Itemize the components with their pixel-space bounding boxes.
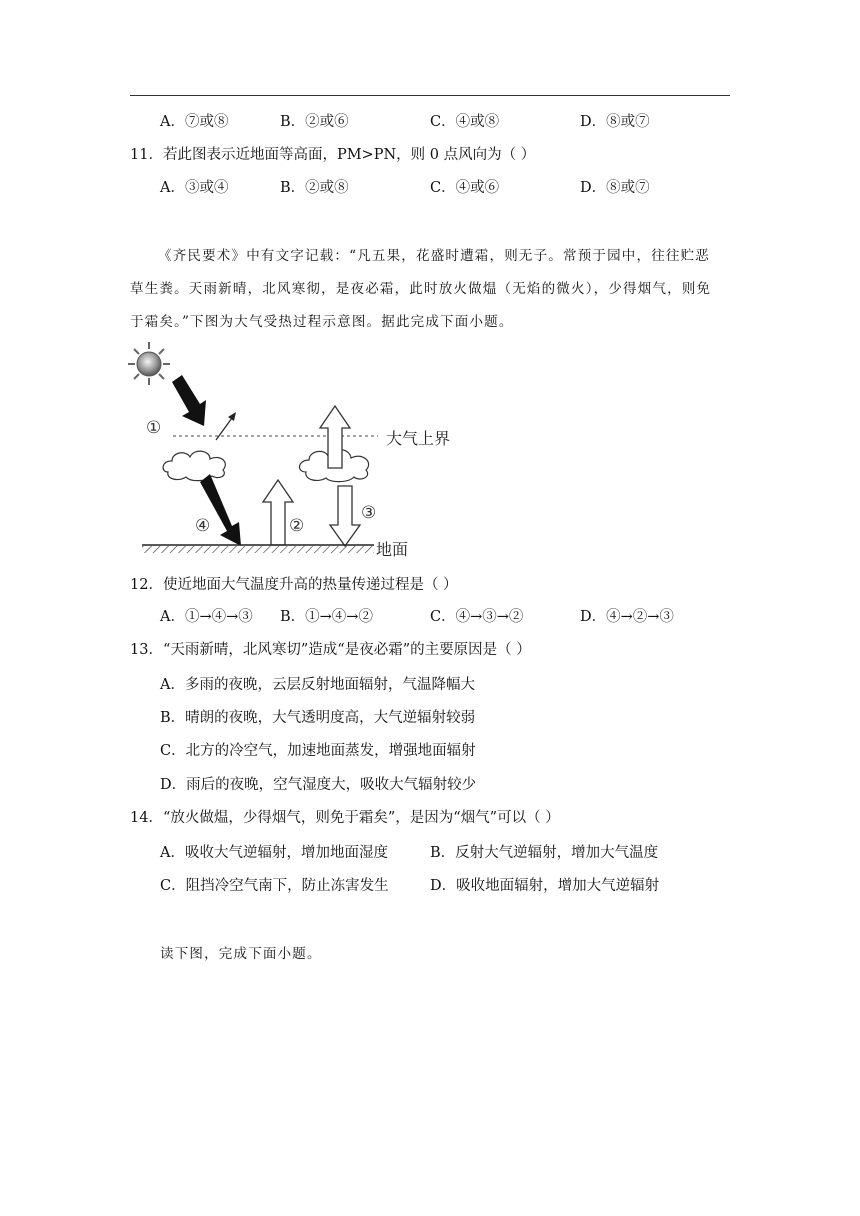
label-ground: 地面 — [376, 540, 409, 559]
q11-option-c[interactable]: C．④或⑥ — [430, 180, 500, 196]
next-section-instruction: 读下图，完成下面小题。 — [160, 946, 322, 962]
question-11-stem: 11．若此图表示近地面等高面，PM>PN，则 0 点风向为（ ） — [130, 147, 536, 163]
arrow-atmospheric-counter-radiation — [330, 486, 360, 546]
q14-option-a[interactable]: A．吸收大气逆辐射，增加地面湿度 — [160, 845, 388, 861]
marker-1: ① — [146, 418, 162, 438]
ground-hatch — [142, 546, 374, 553]
option-c-prev[interactable]: C．④或⑧ — [430, 114, 500, 130]
arrow-reflection — [216, 418, 232, 440]
q12-option-b[interactable]: B．①→④→② — [280, 609, 373, 625]
q12-option-d[interactable]: D．④→②→③ — [580, 609, 674, 625]
option-b-prev[interactable]: B．②或⑥ — [280, 114, 349, 130]
header-rule — [130, 95, 730, 96]
q12-option-c[interactable]: C．④→③→② — [430, 609, 524, 625]
atmosphere-heating-diagram — [128, 340, 468, 565]
sun-icon — [128, 342, 170, 385]
option-d-prev[interactable]: D．⑧或⑦ — [580, 114, 650, 130]
q13-option-c[interactable]: C．北方的冷空气，加速地面蒸发，增强地面辐射 — [160, 743, 476, 759]
cloud-left — [163, 451, 225, 480]
q13-option-a[interactable]: A．多雨的夜晚，云层反射地面辐射，气温降幅大 — [160, 677, 475, 693]
q13-option-b[interactable]: B．晴朗的夜晚，大气透明度高，大气逆辐射较弱 — [160, 710, 476, 726]
arrow-solar-radiation — [172, 375, 206, 426]
q13-option-d[interactable]: D．雨后的夜晚，空气湿度大，吸收大气辐射较少 — [160, 777, 477, 793]
question-12-stem: 12．使近地面大气温度升高的热量传递过程是（ ） — [130, 577, 458, 593]
marker-4: ④ — [195, 516, 211, 536]
q11-option-a[interactable]: A．③或④ — [160, 180, 229, 196]
q14-option-d[interactable]: D．吸收地面辐射，增加大气逆辐射 — [430, 878, 660, 894]
q12-option-a[interactable]: A．①→④→③ — [160, 609, 253, 625]
passage-line-3: 于霜矣。”下图为大气受热过程示意图。据此完成下面小题。 — [130, 314, 514, 330]
marker-2: ② — [289, 516, 305, 536]
marker-3: ③ — [361, 503, 377, 523]
q11-option-b[interactable]: B．②或⑧ — [280, 180, 349, 196]
question-13-stem: 13．“天雨新晴，北风寒切”造成“是夜必霜”的主要原因是（ ） — [130, 642, 531, 658]
option-a-prev[interactable]: A．⑦或⑧ — [160, 114, 229, 130]
label-atmosphere-top: 大气上界 — [386, 429, 451, 448]
q14-option-c[interactable]: C．阻挡冷空气南下，防止冻害发生 — [160, 878, 389, 894]
question-14-stem: 14．“放火做煴，少得烟气，则免于霜矣”，是因为“烟气”可以（ ） — [130, 810, 560, 826]
passage-line-1: 《齐民要术》中有文字记载：“凡五果，花盛时遭霜，则无子。常预于园中，往往贮恶 — [158, 248, 711, 264]
q11-option-d[interactable]: D．⑧或⑦ — [580, 180, 650, 196]
passage-line-2: 草生粪。天雨新晴，北风寒彻，是夜必霜，此时放火做煴（无焰的微火），少得烟气，则免 — [130, 281, 712, 297]
q14-option-b[interactable]: B．反射大气逆辐射，增加大气温度 — [430, 845, 659, 861]
reading-passage — [130, 240, 740, 339]
